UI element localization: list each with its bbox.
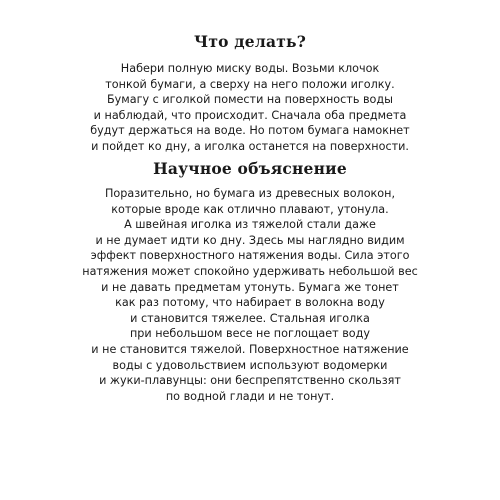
text-line: и наблюдай, что происходит. Сначала оба предмета	[93, 108, 407, 122]
text-line: воды с удовольствием используют водомерки	[112, 358, 388, 372]
text-line: при небольшом весе не поглощает воду	[129, 327, 370, 341]
text-line: натяжения может спокойно удерживать небольшой вес	[82, 264, 418, 278]
what-to-do-section	[0, 33, 500, 155]
section-body	[0, 186, 500, 404]
scientific-explanation-section	[0, 160, 500, 404]
text-line: и не давать предметам утонуть. Бумага же тонет	[101, 280, 399, 294]
text-line: как раз потому, что набирает в волокна воду	[115, 296, 385, 310]
text-line: тонкой бумаги, а сверху на него положи иголку.	[105, 77, 395, 91]
text-line: Бумагу с иголкой помести на поверхность воды	[107, 93, 393, 107]
section-body	[0, 61, 500, 155]
text-line: Поразительно, но бумага из древесных волокон,	[104, 187, 396, 200]
text-line: будут держаться на воде. Но потом бумага намокнет	[90, 124, 410, 138]
text-line: и становится тяжелее. Стальная иголка	[130, 311, 370, 325]
text-line: Набери полную миску воды. Возьми клочок	[120, 62, 380, 75]
text-line: по водной глади и не тонут.	[165, 389, 335, 403]
text-line: и не становится тяжелой. Поверхностное натяжение	[91, 342, 409, 356]
text-line: А швейная иголка из тяжелой стали даже	[124, 218, 376, 232]
text-line: которые вроде как отлично плавают, утонула.	[111, 202, 389, 216]
text-line: эффект поверхностного натяжения воды. Сила этого	[90, 249, 410, 263]
section-heading: Что делать?	[193, 32, 307, 51]
text-line: и жуки-плавунцы: они беспрепятственно скользят	[99, 374, 401, 388]
text-line: и пойдет ко дну, а иголка останется на поверхности.	[91, 139, 409, 153]
text-line: и не думает идти ко дну. Здесь мы наглядно видим	[95, 233, 405, 247]
section-heading: Научное объяснение	[153, 159, 347, 178]
